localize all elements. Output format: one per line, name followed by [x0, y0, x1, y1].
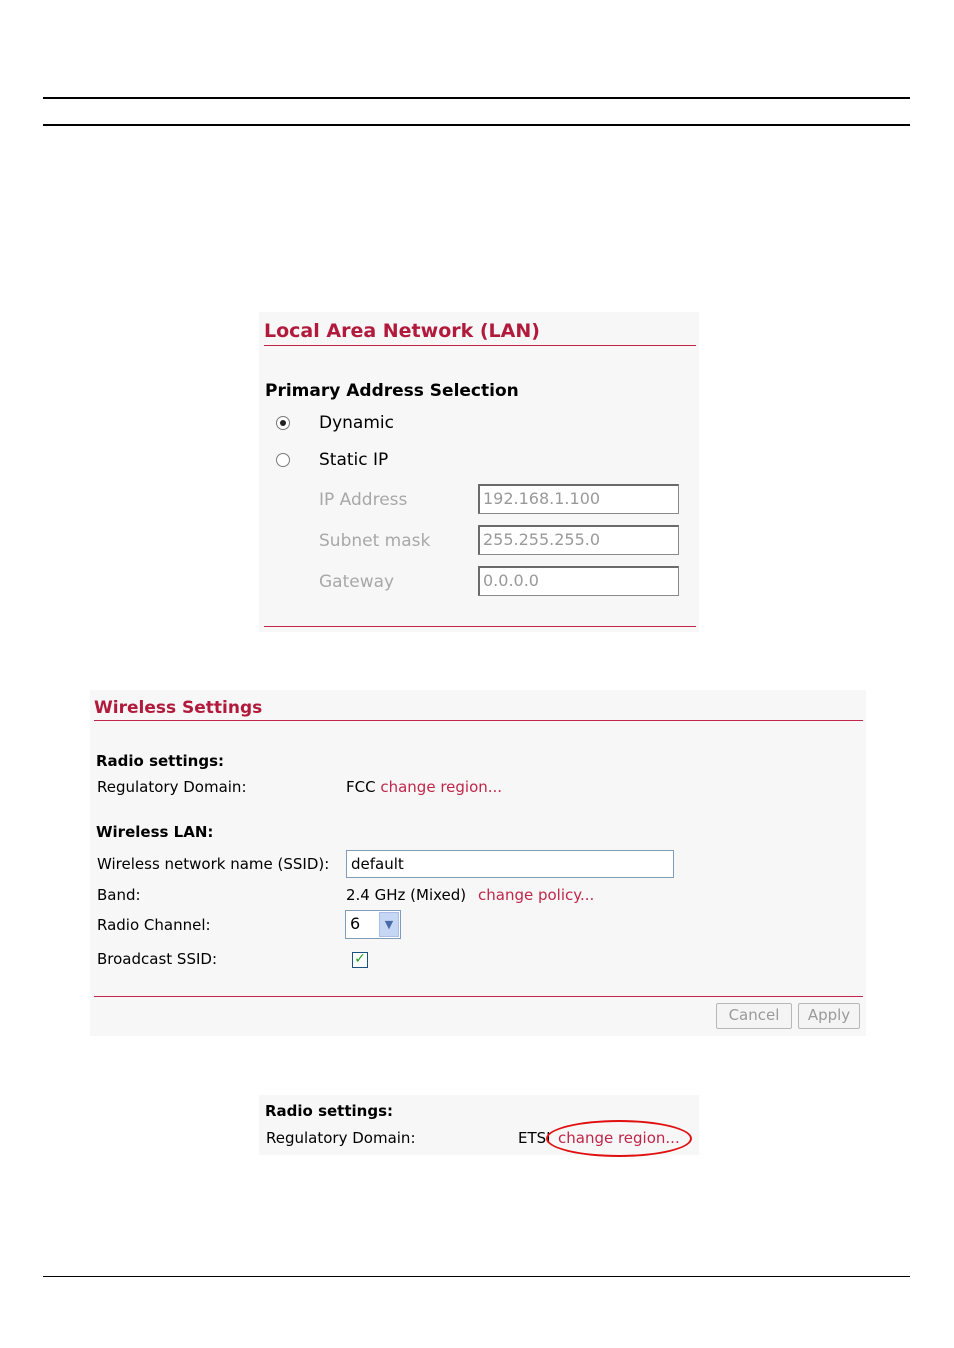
radio-channel-label: Radio Channel:: [97, 916, 211, 934]
snippet-radio-settings-heading: Radio settings:: [265, 1102, 394, 1120]
gateway-label: Gateway: [319, 572, 395, 592]
lan-panel: [259, 312, 699, 632]
footer-rule: [43, 1276, 910, 1277]
gateway-field[interactable]: 0.0.0.0: [478, 566, 679, 596]
ssid-label: Wireless network name (SSID):: [97, 855, 330, 873]
lan-title: Local Area Network (LAN): [264, 320, 540, 342]
change-policy-link[interactable]: change policy...: [478, 886, 595, 904]
wireless-bottom-rule: [94, 996, 863, 997]
region-snippet-panel: [259, 1095, 699, 1155]
snippet-regulatory-domain-value: ETSI: [518, 1129, 551, 1147]
static-ip-radio[interactable]: [276, 453, 290, 467]
regulatory-domain-value: [346, 778, 502, 796]
static-ip-label: Static IP: [319, 450, 389, 470]
wireless-lan-heading: Wireless LAN:: [96, 823, 214, 841]
broadcast-ssid-label: Broadcast SSID:: [97, 950, 217, 968]
band-label: Band:: [97, 886, 141, 904]
header-rule-top: [43, 97, 910, 99]
checkmark-icon: ✓: [354, 951, 366, 967]
header-rule-bottom: [43, 124, 910, 126]
regulatory-domain-code: FCC: [346, 778, 376, 796]
ip-address-label: IP Address: [319, 490, 408, 510]
radio-settings-heading: Radio settings:: [96, 752, 225, 770]
dynamic-radio[interactable]: [276, 416, 290, 430]
radio-channel-select[interactable]: [345, 910, 401, 939]
band-value: 2.4 GHz (Mixed): [346, 886, 467, 904]
wireless-panel: [90, 690, 866, 1036]
lan-bottom-rule: [264, 626, 696, 627]
snippet-change-region-link[interactable]: change region...: [558, 1129, 680, 1147]
subnet-mask-label: Subnet mask: [319, 531, 431, 551]
primary-address-label: Primary Address Selection: [265, 381, 519, 401]
subnet-mask-field[interactable]: 255.255.255.0: [478, 525, 679, 555]
chevron-down-icon[interactable]: ▼: [379, 912, 399, 937]
wireless-title-rule: [94, 720, 863, 721]
regulatory-domain-label: Regulatory Domain:: [97, 778, 247, 796]
ip-address-field[interactable]: 192.168.1.100: [478, 484, 679, 514]
apply-button[interactable]: Apply: [798, 1003, 860, 1029]
lan-title-rule: [264, 345, 696, 346]
wireless-title: Wireless Settings: [94, 698, 263, 718]
change-region-link[interactable]: change region...: [380, 778, 503, 796]
radio-channel-value: 6: [350, 914, 361, 933]
snippet-regulatory-domain-label: Regulatory Domain:: [266, 1129, 416, 1147]
ssid-input[interactable]: default: [346, 850, 674, 878]
cancel-button[interactable]: Cancel: [716, 1003, 792, 1029]
highlight-ellipse: [546, 1120, 692, 1157]
dynamic-label: Dynamic: [319, 413, 394, 433]
broadcast-ssid-checkbox[interactable]: [352, 952, 368, 968]
